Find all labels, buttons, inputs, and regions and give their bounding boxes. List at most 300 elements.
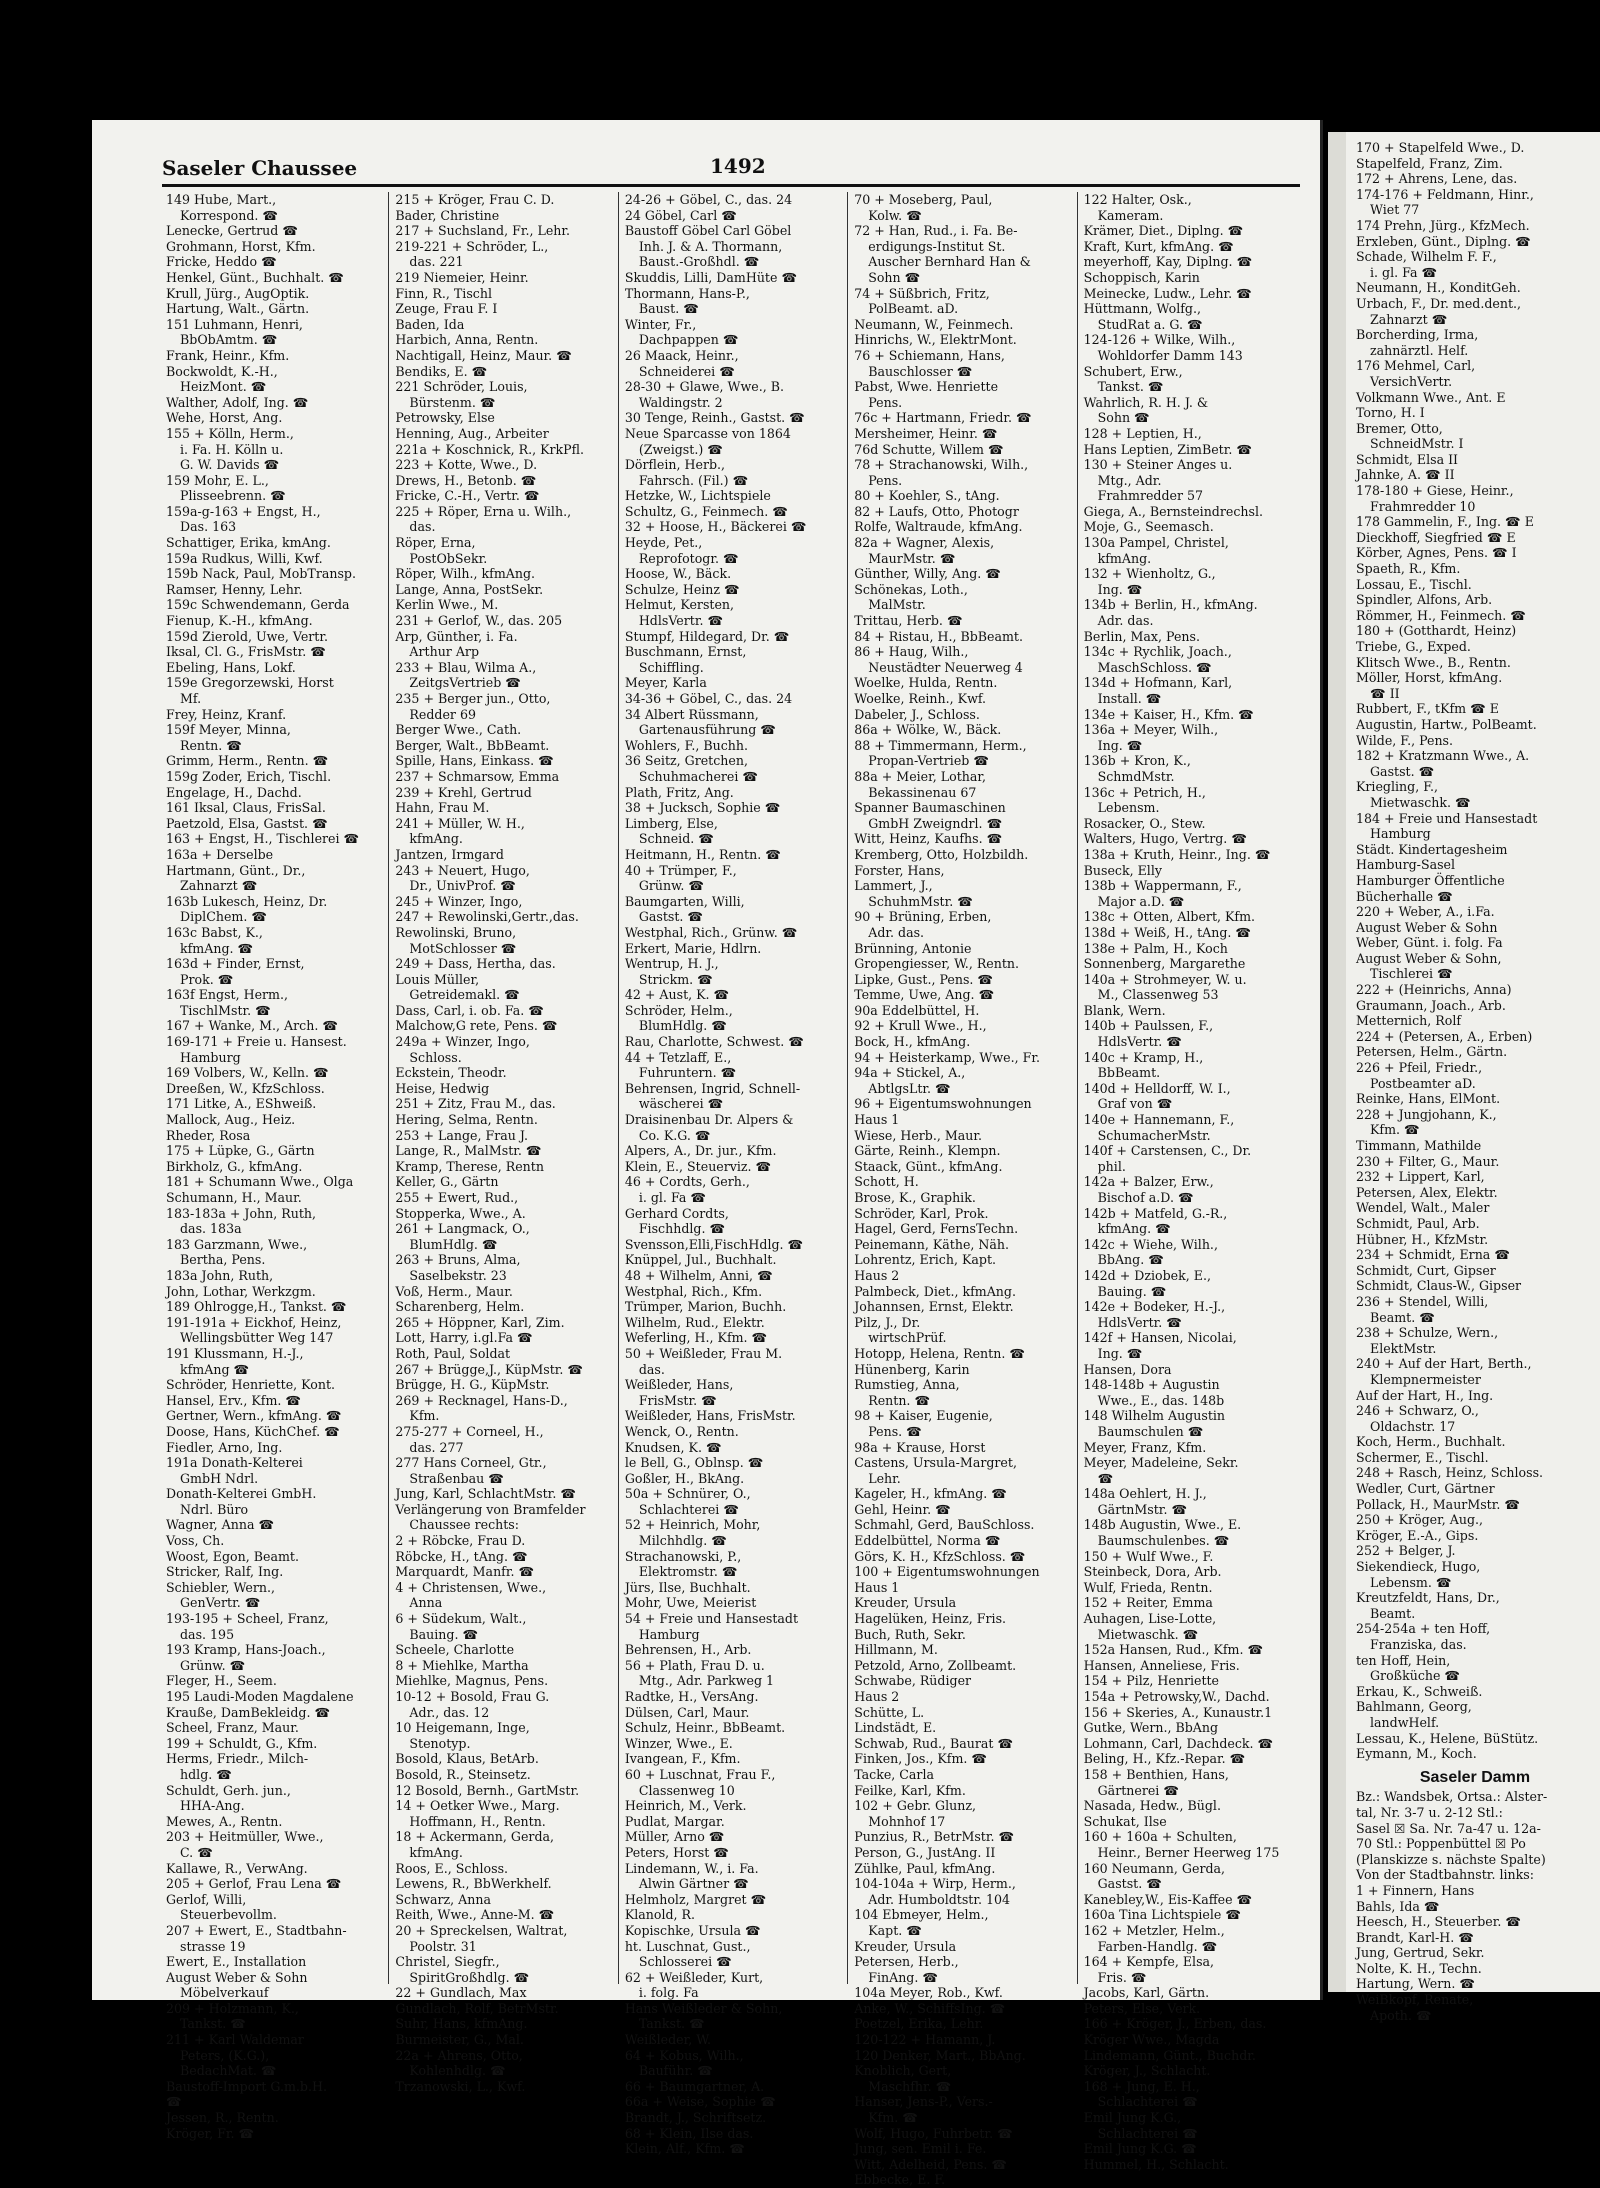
directory-entry: Emil Jung K.G., — [1083, 2110, 1182, 2126]
directory-entry: 62 + Weißleder, Kurt, — [624, 1969, 764, 1985]
directory-entry: 174-176 + Feldmann, Hinr., — [1356, 186, 1534, 202]
directory-entry: Baumschulen ☎ — [1097, 1423, 1204, 1439]
directory-entry: Ndrl. Büro — [180, 1501, 249, 1517]
directory-entry: Wolf, Hugo, Fuhrbetr. ☎ — [854, 2125, 1013, 2141]
column-5 — [1078, 192, 1306, 2172]
directory-entry: Frahmredder 10 — [1370, 498, 1476, 514]
directory-entry: G. W. Davids ☎ — [180, 457, 280, 473]
directory-entry: PolBeamt. aD. — [868, 301, 959, 317]
directory-entry: i. gl. Fa ☎ — [638, 1190, 707, 1205]
directory-entry: Brügge, H. G., KüpMstr. — [395, 1377, 550, 1393]
directory-entry: Weißleder, Hans, FrisMstr. — [624, 1408, 796, 1424]
directory-entry: Großküche ☎ — [1370, 1668, 1461, 1684]
directory-entry: Mietwaschk. ☎ — [1097, 1626, 1199, 1642]
directory-entry: Berger Wwe., Cath. — [395, 722, 522, 738]
directory-entry: Buschmann, Ernst, — [624, 644, 747, 660]
directory-entry: 169 Volbers, W., Kelln. ☎ — [166, 1065, 329, 1081]
directory-entry: 20 + Spreckelsen, Waltrat, — [395, 1922, 568, 1938]
directory-entry: Hagel, Gerd, FernsTechn. — [854, 1221, 1019, 1237]
directory-entry: Das. 163 — [180, 519, 237, 535]
directory-entry: Baustoff-Import G.m.b.H. — [166, 2078, 327, 2094]
directory-entry: Günther, Willy, Ang. ☎ — [854, 566, 1001, 582]
directory-entry: 241 + Müller, W. H., — [395, 815, 525, 831]
directory-entry: Petersen, Herb., — [854, 1954, 959, 1970]
directory-entry: Möbelverkauf — [180, 1985, 269, 2001]
directory-entry: ☎ II — [1370, 685, 1400, 701]
directory-entry: 60 + Luschnat, Frau F., — [624, 1766, 776, 1782]
directory-entry: Mallock, Aug., Heiz. — [166, 1112, 296, 1128]
directory-entry: Baden, Ida — [395, 316, 465, 332]
directory-entry: Burmeister, G., Mal. — [395, 2032, 524, 2048]
directory-entry: Schmidt, Claus-W., Gipser — [1356, 1278, 1522, 1294]
directory-entry: Miehlke, Magnus, Pens. — [395, 1673, 549, 1689]
directory-entry: Getreidemakl. ☎ — [409, 987, 520, 1003]
directory-entry: 120-122 + Hamann, J. — [854, 2032, 996, 2048]
directory-entry: Forster, Hans, — [854, 862, 945, 878]
directory-entry: (Planskizze s. nächste Spalte) — [1356, 1851, 1546, 1867]
directory-entry: 217 + Suchsland, Fr., Lehr. — [395, 223, 571, 239]
directory-entry: 56 + Plath, Frau D. u. — [624, 1657, 765, 1673]
directory-entry: Sonnenberg, Margarethe — [1083, 956, 1246, 972]
directory-entry: Schlachterei ☎ — [1097, 2094, 1198, 2110]
directory-entry: 235 + Berger jun., Otto, — [395, 691, 551, 706]
directory-entry: Hamburg-Sasel — [1356, 857, 1456, 873]
directory-entry: Sohn ☎ — [868, 269, 921, 285]
directory-entry: Bock, H., kfmAng. — [854, 1034, 971, 1050]
directory-entry: Anke, W., SchiffsIng. ☎ — [854, 2000, 1006, 2016]
directory-entry: 219-221 + Schröder, L., — [395, 238, 549, 254]
directory-entry: 34-36 + Göbel, C., das. 24 — [624, 691, 793, 706]
directory-entry: 22 + Gundlach, Max — [395, 1985, 527, 2001]
directory-entry: 191 Klussmann, H.-J., — [166, 1345, 304, 1361]
directory-entry: Wagner, Anna ☎ — [166, 1517, 275, 1533]
directory-entry: Schlosserei ☎ — [638, 1954, 732, 1970]
directory-entry: 233 + Blau, Wilma A., — [395, 659, 537, 675]
directory-entry: Jacobs, Karl, Gärtn. — [1083, 1985, 1210, 2001]
directory-entry: 120 Denker, Mart., BbAng. — [854, 2047, 1026, 2063]
directory-entry: Urbach, F., Dr. med.dent., — [1356, 295, 1522, 311]
directory-entry: Hinrichs, W., ElektrMont. — [854, 332, 1017, 348]
directory-entry: Donath-Kelterei GmbH. — [166, 1486, 317, 1502]
directory-entry: Wendel, Walt., Maler — [1356, 1200, 1490, 1216]
directory-entry: Schwabe, Rüdiger — [854, 1673, 972, 1689]
directory-entry: Voß, Herm., Maur. — [395, 1283, 513, 1299]
directory-entry: Redder 69 — [409, 706, 476, 722]
directory-entry: i. Fa. H. Kölln u. — [180, 441, 284, 457]
street-title: Saseler Chaussee — [162, 156, 358, 180]
directory-entry: Haus 1 — [854, 1112, 900, 1128]
directory-entry: 167 + Wanke, M., Arch. ☎ — [166, 1018, 339, 1034]
directory-entry: Lossau, E., Tischl. — [1356, 576, 1472, 592]
directory-entry: Hamburg — [180, 1049, 241, 1065]
directory-entry: Kröger, Fr. ☎ — [166, 2125, 255, 2141]
facing-column — [1350, 132, 1600, 2023]
directory-entry: 263 + Bruns, Alma, — [395, 1252, 521, 1268]
directory-entry: Bekassinenau 67 — [868, 784, 977, 800]
directory-entry: wäscherei ☎ — [638, 1096, 724, 1112]
directory-entry: Roth, Paul, Soldat — [395, 1345, 511, 1361]
directory-entry: 142e + Bodeker, H.-J., — [1083, 1299, 1226, 1315]
directory-entry: Pilz, J., Dr. — [854, 1314, 921, 1330]
directory-entry: Baust. ☎ — [638, 301, 699, 317]
directory-entry: Röper, Erna, — [395, 535, 476, 551]
directory-entry: Hartung, Walt., Gärtn. — [166, 301, 310, 317]
directory-entry: Fricke, Heddo ☎ — [166, 254, 277, 270]
directory-entry: Trzanowski, L., Kwf. — [395, 2078, 526, 2094]
directory-entry: Fahrsch. (Fil.) ☎ — [638, 472, 749, 488]
directory-entry: Neumann, H., KonditGeh. — [1356, 280, 1521, 296]
directory-entry: Scharenberg, Helm. — [395, 1299, 525, 1315]
directory-entry: Hartmann, Günt., Dr., — [166, 862, 306, 878]
directory-entry: 50 + Weißleder, Frau M. — [624, 1345, 783, 1361]
directory-entry: ElektMstr. — [1370, 1340, 1437, 1356]
directory-entry: Hotopp, Helena, Rentn. ☎ — [854, 1345, 1026, 1361]
directory-entry: Lange, R., MalMstr. ☎ — [395, 1143, 542, 1159]
directory-entry: Adr. Humboldtstr. 104 — [868, 1891, 1011, 1907]
directory-entry: Zühlke, Paul, kfmAng. — [854, 1860, 996, 1876]
directory-entry: WeiBkopf, Renate, — [1356, 1992, 1474, 2008]
directory-entry: HdlsVertr. ☎ — [1097, 1314, 1182, 1330]
directory-entry: Westphal, Rich., Kfm. — [624, 1283, 763, 1299]
directory-entry: 250 + Kröger, Aug., — [1356, 1512, 1484, 1528]
directory-entry: 243 + Neuert, Hugo, — [395, 862, 530, 878]
directory-entry: 142a + Balzer, Erw., — [1083, 1174, 1214, 1190]
directory-entry: Ewert, E., Installation — [166, 1954, 307, 1970]
directory-entry: Petzold, Arno, Zollbeamt. — [854, 1657, 1017, 1673]
directory-entry: Nasada, Hedw., Bügl. — [1083, 1798, 1221, 1814]
directory-entry: Hansel, Erv., Kfm. ☎ — [166, 1392, 302, 1408]
directory-entry: Eddelbüttel, Norma ☎ — [854, 1533, 1001, 1549]
directory-entry: 134c + Rychlik, Joach., — [1083, 644, 1232, 660]
directory-entry: 2 + Röbcke, Frau D. — [395, 1533, 526, 1549]
directory-entry: 76c + Hartmann, Friedr. ☎ — [854, 410, 1032, 426]
directory-entry: Klitsch Wwe., B., Rentn. — [1356, 654, 1511, 670]
directory-entry: 10 Heigemann, Inge, — [395, 1720, 530, 1736]
directory-entry: Alwin Gärtner ☎ — [638, 1876, 749, 1892]
directory-entry: 142c + Wiehe, Wilh., — [1083, 1236, 1218, 1252]
directory-entry: Bauschlosser ☎ — [868, 363, 973, 379]
directory-entry: 156 + Skeries, A., Kunaustr.1 — [1083, 1704, 1273, 1720]
directory-entry: 154 + Pilz, Henriette — [1083, 1673, 1220, 1689]
directory-entry: Wiet 77 — [1370, 202, 1420, 218]
directory-entry: GenVertr. ☎ — [180, 1595, 261, 1611]
directory-entry: Klein, Alf., Kfm. ☎ — [624, 2141, 745, 2157]
directory-entry: 82 + Laufs, Otto, Photogr — [854, 503, 1019, 519]
directory-entry: 253 + Lange, Frau J. — [395, 1127, 528, 1143]
directory-entry: Stumpf, Hildegard, Dr. ☎ — [624, 628, 790, 644]
directory-entry: Gutke, Wern., BbAng — [1083, 1720, 1219, 1736]
directory-entry: zahnärztl. Helf. — [1370, 342, 1469, 358]
directory-entry: 140a + Strohmeyer, W. u. — [1083, 971, 1247, 987]
directory-entry: Lessau, K., Helene, BüStütz. — [1356, 1730, 1539, 1746]
directory-entry: 261 + Langmack, O., — [395, 1221, 530, 1237]
directory-entry: Schmidt, Curt, Gipser — [1356, 1262, 1496, 1278]
directory-entry: 18 + Ackermann, Gerda, — [395, 1829, 555, 1845]
directory-entry: Kameram. — [1097, 207, 1164, 223]
directory-entry: 76d Schutte, Willem ☎ — [854, 441, 1004, 457]
directory-entry: Mtg., Adr. Parkweg 1 — [638, 1673, 775, 1689]
directory-entry: kfmAng. — [409, 1844, 463, 1860]
directory-entry: Lewens, R., BbWerkhelf. — [395, 1876, 552, 1892]
directory-entry: Limberg, Else, — [624, 815, 718, 831]
directory-entry: Spaeth, R., Kfm. — [1356, 561, 1461, 577]
directory-entry: 100 + Eigentumswohnungen — [854, 1564, 1040, 1580]
directory-entry: GmbH Ndrl. — [180, 1470, 259, 1486]
directory-entry: Heinr., Berner Heerweg 175 — [1097, 1844, 1280, 1860]
directory-entry: 220 + Weber, A., i.Fa. — [1356, 904, 1495, 920]
directory-entry: Verlängerung von Bramfelder — [395, 1501, 586, 1517]
directory-entry: Timmann, Mathilde — [1356, 1138, 1482, 1153]
directory-entry: Herms, Friedr., Milch- — [166, 1751, 309, 1767]
directory-entry: hdlg. ☎ — [180, 1766, 232, 1782]
directory-entry: Peters, Horst ☎ — [624, 1844, 729, 1860]
directory-entry: Tankst. ☎ — [180, 2016, 246, 2032]
directory-entry: 183-183a + John, Ruth, — [166, 1205, 317, 1221]
directory-entry: kfmAng. — [1097, 550, 1152, 566]
directory-entry: Marquardt, Manfr. ☎ — [395, 1564, 535, 1580]
directory-entry: 86a + Wölke, W., Bäck. — [854, 722, 1002, 738]
directory-entry: Heinrich, M., Verk. — [624, 1798, 747, 1814]
directory-entry: BbAng. ☎ — [1097, 1252, 1164, 1268]
directory-entry: das. 221 — [409, 254, 464, 270]
directory-entry: 50a + Schnürer, O., — [624, 1486, 751, 1502]
directory-entry: Drews, H., Betonb. ☎ — [395, 472, 537, 488]
directory-entry: Fuhruntern. ☎ — [638, 1065, 737, 1081]
directory-entry: 275-277 + Corneel, H., — [395, 1423, 544, 1439]
directory-entry: Frahmredder 57 — [1097, 488, 1204, 504]
directory-entry: 88 + Timmermann, Herm., — [854, 737, 1027, 753]
directory-entry: Knudsen, K. ☎ — [624, 1439, 722, 1455]
directory-entry: Woost, Egon, Beamt. — [166, 1548, 299, 1564]
directory-entry: Schloss. — [409, 1049, 462, 1065]
directory-entry: Adr. das. — [868, 924, 925, 940]
directory-entry: Malchow,G rete, Pens. ☎ — [395, 1018, 558, 1034]
directory-entry: Borcherding, Irma, — [1356, 327, 1479, 343]
directory-entry: 183a John, Ruth, — [166, 1267, 274, 1283]
directory-entry: August Weber & Sohn — [166, 1969, 308, 1985]
directory-entry: 205 + Gerlof, Frau Lena ☎ — [166, 1876, 342, 1892]
directory-entry: Schukat, Ilse — [1083, 1813, 1167, 1829]
directory-entry: Görs, K. H., KfzSchloss. ☎ — [854, 1548, 1026, 1564]
directory-entry: 24 Göbel, Carl ☎ — [624, 207, 737, 223]
directory-entry: DiplChem. ☎ — [180, 909, 268, 925]
directory-entry: 130a Pampel, Christel, — [1083, 535, 1229, 551]
directory-entry: Rentn. ☎ — [868, 1392, 931, 1408]
directory-entry: Kröger Wwe., Magda — [1083, 2032, 1220, 2048]
directory-entry: Jung, Karl, SchlachtMstr. ☎ — [395, 1486, 577, 1502]
directory-entry: landwHelf. — [1370, 1714, 1440, 1730]
directory-entry: Römmer, H., Feinmech. ☎ — [1356, 607, 1526, 623]
directory-entry: Fiedler, Arno, Ing. — [166, 1439, 283, 1455]
directory-entry: SpiritGroßhdlg. ☎ — [409, 1969, 530, 1985]
directory-entry: Heesch, H., Steuerber. ☎ — [1356, 1914, 1522, 1930]
directory-entry: 234 + Schmidt, Erna ☎ — [1356, 1247, 1511, 1263]
directory-entry: Woelke, Hulda, Rentn. — [854, 675, 998, 691]
directory-entry: 178 Gammelin, F., Ing. ☎ E — [1356, 514, 1534, 530]
directory-entry: Wilhelm, Rud., Elektr. — [624, 1314, 765, 1330]
directory-entry: kfmAng. ☎ — [1097, 1221, 1171, 1237]
directory-entry: Kreutzfeldt, Hans, Dr., — [1356, 1590, 1500, 1606]
directory-entry: 104a Meyer, Rob., Kwf. — [854, 1985, 1003, 2001]
directory-entry: Meyer, Karla — [624, 675, 707, 691]
directory-entry: Rau, Charlotte, Schwest. ☎ — [624, 1034, 804, 1050]
directory-entry: 191a Donath-Kelterei — [166, 1455, 303, 1471]
directory-entry: Dabeler, J., Schloss. — [854, 706, 980, 722]
directory-entry: Woelke, Reinh., Kwf. — [854, 691, 987, 706]
directory-entry: Erxleben, Günt., Diplng. ☎ — [1356, 233, 1531, 249]
directory-entry: 12 Bosold, Bernh., GartMstr. — [395, 1782, 580, 1798]
directory-entry: Tacke, Carla — [854, 1766, 934, 1782]
directory-entry: 164 + Kempfe, Elsa, — [1083, 1954, 1215, 1970]
directory-entry: meyerhoff, Kay, Diplng. ☎ — [1083, 254, 1253, 270]
column-3 — [619, 192, 848, 2157]
directory-entry: 142b + Matfeld, G.-R., — [1083, 1205, 1228, 1221]
directory-entry: Kageler, H., kfmAng. ☎ — [854, 1486, 1007, 1502]
directory-entry: 193 Kramp, Hans-Joach., — [166, 1642, 326, 1658]
directory-entry: August Weber & Sohn, — [1356, 950, 1502, 966]
directory-entry: Weißleder, Hans, — [624, 1377, 734, 1393]
directory-entry: 176 Mehmel, Carl, — [1356, 358, 1476, 374]
directory-entry: 180 + (Gotthardt, Heinz) — [1356, 623, 1517, 639]
directory-entry: Hansen, Dora — [1083, 1361, 1172, 1377]
directory-entry: 36 Seitz, Gretchen, — [624, 753, 748, 769]
directory-entry: 269 + Recknagel, Hans-D., — [395, 1392, 568, 1408]
directory-entry: Weißleder, W. — [624, 2032, 712, 2048]
directory-entry: Beling, H., Kfz.-Repar. ☎ — [1083, 1751, 1246, 1767]
directory-entry: 240 + Auf der Hart, Berth., — [1356, 1356, 1532, 1372]
directory-entry: 169-171 + Freie u. Hansest. — [166, 1034, 347, 1050]
directory-entry: 158 + Benthien, Hans, — [1083, 1766, 1229, 1782]
directory-entry: Schiffling. — [638, 659, 704, 675]
directory-entry: 159b Nack, Paul, MobTransp. — [166, 566, 356, 582]
directory-entry: Bauführ. ☎ — [638, 2063, 713, 2079]
directory-entry: Hansen, Anneliese, Fris. — [1083, 1657, 1240, 1673]
directory-entry: ZeitgsVertrieb ☎ — [409, 675, 521, 691]
directory-entry: Neustädter Neuerweg 4 — [868, 659, 1023, 675]
directory-entry: Propan-Vertrieb ☎ — [868, 753, 990, 769]
directory-entry: Körber, Agnes, Pens. ☎ I — [1356, 545, 1517, 561]
directory-entry: Beamt. ☎ — [1370, 1309, 1435, 1325]
directory-entry: Rosacker, O., Stew. — [1083, 815, 1206, 831]
directory-entry: Schwab, Rud., Baurat ☎ — [854, 1735, 1014, 1751]
directory-entry: Lindemann, Günt., Buchdr. — [1083, 2047, 1256, 2063]
directory-entry: das. — [409, 519, 436, 535]
directory-entry: das. — [638, 1361, 665, 1377]
directory-entry: 52 + Heinrich, Mohr, — [624, 1517, 761, 1533]
directory-entry: 148a Oehlert, H. J., — [1083, 1486, 1207, 1502]
directory-entry: 82a + Wagner, Alexis, — [854, 535, 995, 551]
directory-entry: 159a Rudkus, Willi, Kwf. — [166, 550, 323, 566]
directory-entry: Trittau, Herb. ☎ — [854, 613, 963, 629]
directory-entry: 159g Zoder, Erich, Tischl. — [166, 768, 332, 784]
directory-entry: 80 + Koehler, S., tAng. — [854, 488, 1000, 504]
directory-entry: SchuhmMstr. ☎ — [868, 893, 973, 909]
directory-entry: Wenck, O., Rentn. — [624, 1423, 739, 1439]
directory-entry: Hans Leptien, ZimBetr. ☎ — [1083, 441, 1253, 457]
directory-entry: Klempnermeister — [1370, 1371, 1481, 1387]
directory-entry: Maschfhr. ☎ — [868, 2078, 952, 2094]
directory-entry: Schneid. ☎ — [638, 831, 714, 847]
directory-entry: Berger, Walt., BbBeamt. — [395, 737, 550, 753]
directory-entry: Fienup, K.-H., kfmAng. — [166, 613, 313, 629]
directory-entry: Haus 1 — [854, 1579, 900, 1595]
directory-entry: Baustoff Göbel Carl Göbel — [624, 223, 792, 239]
directory-entry: Schott, H. — [854, 1174, 919, 1190]
directory-entry: Hetzke, W., Lichtspiele — [624, 488, 771, 504]
directory-entry: 154a + Petrowsky,W., Dachd. — [1083, 1689, 1270, 1704]
directory-entry: Hübner, H., KfzMstr. — [1356, 1231, 1489, 1247]
directory-entry: 211 + Karl Waldemar — [166, 2032, 304, 2048]
directory-entry: Mtg., Adr. — [1097, 472, 1162, 488]
directory-entry: Witt, Heinz, Kaufhs. ☎ — [854, 831, 1003, 847]
directory-entry: 163a + Derselbe — [166, 846, 274, 862]
directory-entry: Svensson,Elli,FischHdlg. ☎ — [624, 1236, 804, 1252]
directory-entry: Bremer, Otto, — [1356, 420, 1443, 436]
directory-entry: Bader, Christine — [395, 207, 500, 223]
directory-entry: Hummel, H., Schlacht. — [1083, 2156, 1229, 2172]
directory-entry: 142f + Hansen, Nicolai, — [1083, 1330, 1237, 1346]
directory-entry: 209 + Holzmann, K., — [166, 2000, 299, 2016]
directory-entry: 195 Laudi-Moden Magdalene — [166, 1689, 354, 1704]
directory-entry: Frey, Heinz, Kranf. — [166, 706, 287, 722]
directory-entry: 277 Hans Corneel, Gtr., — [395, 1455, 547, 1471]
directory-entry: 26 Maack, Heinr., — [624, 347, 739, 363]
column-4 — [848, 192, 1077, 2188]
directory-entry: 138a + Kruth, Heinr., Ing. ☎ — [1083, 846, 1271, 862]
directory-entry: 140e + Hannemann, F., — [1083, 1112, 1235, 1128]
directory-entry: Hamburg — [638, 1626, 700, 1642]
directory-entry: Rolfe, Waltraude, kfmAng. — [854, 519, 1023, 535]
directory-entry: 265 + Höppner, Karl, Zim. — [395, 1314, 565, 1330]
directory-entry: Wohldorfer Damm 143 — [1097, 347, 1243, 363]
directory-entry: Baumgarten, Willi, — [624, 893, 745, 909]
directory-entry: Siekendieck, Hugo, — [1356, 1559, 1481, 1575]
directory-entry: Scheel, Franz, Maur. — [166, 1720, 299, 1736]
directory-entry: Schmidt, Paul, Arb. — [1356, 1215, 1480, 1231]
directory-entry: Gertner, Wern., kfmAng. ☎ — [166, 1408, 342, 1424]
directory-entry: Palmbeck, Diet., kfmAng. — [854, 1283, 1016, 1299]
directory-entry: (Zweigst.) ☎ — [638, 441, 723, 457]
directory-entry: 168 + Jung, E. H., — [1083, 2078, 1200, 2094]
directory-entry: 170 + Stapelfeld Wwe., D. — [1356, 140, 1525, 155]
directory-entry: 24-26 + Göbel, C., das. 24 — [624, 192, 793, 207]
directory-entry: Schulze, Heinz ☎ — [624, 581, 740, 597]
directory-entry: 191-191a + Eickhof, Heinz, — [166, 1314, 342, 1330]
directory-entry: Thormann, Hans-P., — [624, 285, 750, 301]
directory-entry: Dreeßen, W., KfzSchloss. — [166, 1080, 325, 1096]
directory-entry: 142d + Dziobek, E., — [1083, 1267, 1211, 1283]
directory-entry: kfmAng. — [409, 831, 463, 847]
directory-entry: Schuldt, Gerh. jun., — [166, 1782, 291, 1798]
directory-entry: 249 + Dass, Hertha, das. — [395, 956, 556, 972]
directory-entry: Person, G., JustAng. II — [854, 1844, 996, 1860]
directory-entry: Triebe, G., Exped. — [1356, 639, 1471, 654]
directory-entry: Hanser, Jens-P., Vers.- — [854, 2094, 993, 2110]
directory-entry: 182 + Kratzmann Wwe., A. — [1356, 748, 1530, 764]
directory-entry: 4 + Christensen, Wwe., — [395, 1579, 547, 1595]
directory-entry: Lebensm. ☎ — [1370, 1574, 1452, 1590]
directory-entry: Punzius, R., BetrMstr. ☎ — [854, 1829, 1015, 1845]
directory-entry: 172 + Ahrens, Lene, das. — [1356, 171, 1518, 187]
directory-entry: kfmAng ☎ — [180, 1361, 250, 1377]
directory-entry: Brandt, J., Schriftsetz. — [624, 2110, 767, 2126]
directory-entry: ht. Luschnat, Gust., — [624, 1938, 751, 1954]
directory-entry: Saselbekstr. 23 — [409, 1267, 507, 1283]
directory-entry: 78 + Strachanowski, Wilh., — [854, 457, 1029, 473]
directory-entry: Co. K.G. ☎ — [638, 1127, 711, 1143]
directory-entry: Behrensen, Ingrid, Schnell- — [624, 1080, 801, 1096]
directory-entry: BbObAmtm. ☎ — [180, 332, 278, 348]
